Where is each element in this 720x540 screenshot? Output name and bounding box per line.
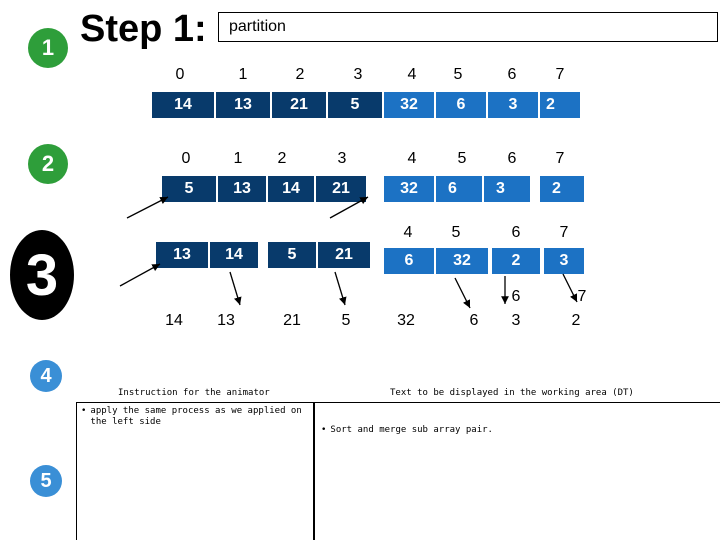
step-marker-2: 2 [28,144,68,184]
row2-index: 3 [337,150,347,167]
working-area-panel [314,402,720,540]
row3-cell: 13 [156,242,208,268]
row1-cell: 13 [216,92,270,118]
row2-cell: 6 [436,176,482,202]
row2-cell: 5 [162,176,216,202]
row3-cell: 32 [436,248,488,274]
row4-value: 6 [469,312,479,329]
step-title: Step 1: [80,8,207,50]
row3-index: 7 [559,224,569,241]
animator-bullet: • apply the same process as we applied on the left side [77,403,313,428]
row2-cell: 14 [268,176,314,202]
row1-cell: 14 [152,92,214,118]
arrow [120,264,160,286]
row3-cell: 2 [492,248,540,274]
row3-cell: 3 [544,248,584,274]
partition-label: partition [229,18,286,35]
row1-index: 7 [555,66,565,83]
row2-index: 1 [233,150,243,167]
row2-cell: 32 [384,176,434,202]
arrow [455,278,470,308]
row1-index: 4 [407,66,417,83]
animator-bullet-text: apply the same process as we applied on the left side [90,406,302,427]
row4-value: 32 [397,312,415,329]
row2-cell: 3 [484,176,530,202]
row1-index: 0 [175,66,185,83]
row4-pair7-index: 7 [577,288,587,305]
row3-index: 5 [451,224,461,241]
row1-index: 5 [453,66,463,83]
row2-index: 0 [181,150,191,167]
row1-cell: 21 [272,92,326,118]
arrow [335,272,345,305]
row4-value: 14 [165,312,183,329]
row3-cell: 6 [384,248,434,274]
row2-cell: 13 [218,176,266,202]
arrow [127,197,168,218]
row1-index: 2 [295,66,305,83]
row4-value: 5 [341,312,351,329]
animator-header: Instruction for the animator [118,388,270,398]
row3-cell: 14 [210,242,258,268]
row1-cell: 32 [384,92,434,118]
row3-cell: 21 [318,242,370,268]
row2-index: 5 [457,150,467,167]
row2-index: 6 [507,150,517,167]
step-marker-5: 5 [30,465,62,497]
row1-index: 1 [238,66,248,83]
working-area-bullet-text: Sort and merge sub array pair. [330,425,493,435]
row4-value: 21 [283,312,301,329]
row2-cell: 21 [316,176,366,202]
row2-cell: 2 [540,176,584,202]
row3-cell: 5 [268,242,316,268]
row4-pair7-value: 2 [571,312,581,329]
step-marker-1: 1 [28,28,68,68]
row2-index: 7 [555,150,565,167]
row1-index: 6 [507,66,517,83]
arrow [230,272,240,305]
step-marker-4: 4 [30,360,62,392]
working-area-header: Text to be displayed in the working area (DT) [390,388,634,398]
row1-cell: 6 [436,92,486,118]
row1-cell: 2 [540,92,580,118]
row4-value: 13 [217,312,235,329]
row4-pair6-value: 3 [511,312,521,329]
row1-index: 3 [353,66,363,83]
row2-index: 4 [407,150,417,167]
row2-index: 2 [277,150,287,167]
row3-index: 6 [511,224,521,241]
animator-panel [76,402,314,540]
working-area-bullet: • Sort and merge sub array pair. [321,425,493,435]
row4-pair6-index: 6 [511,288,521,305]
step-marker-3: 3 [10,230,74,320]
arrow [330,197,368,218]
row3-index: 4 [403,224,413,241]
arrow [563,274,577,302]
row1-cell: 5 [328,92,382,118]
row1-cell: 3 [488,92,538,118]
